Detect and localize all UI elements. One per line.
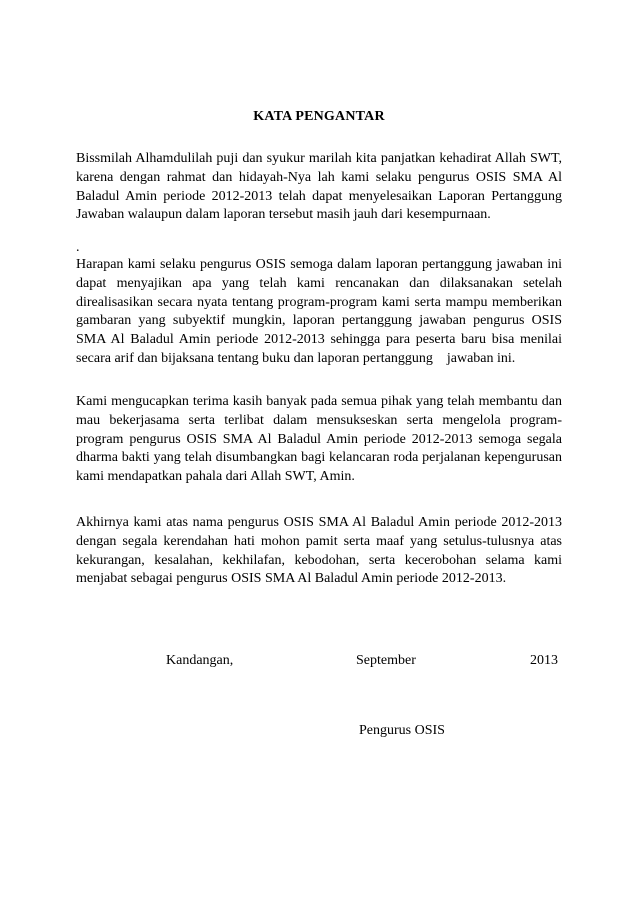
paragraph-2-text: Harapan kami selaku pengurus OSIS semoga dalam laporan pertanggung jawaban ini dapat menyajikan apa yang telah kami rencanakan dan dilaksanakan setelah direalisasikan secara nyata tentang program-program kami serta mampu memberikan gambaran yang subyektif mungkin, laporan pertanggung jawaban pengurus OSIS SMA Al Baladul Amin periode 2012-2013 sehingga para peserta baru bisa menilai secara arif dan bijaksana tentang buku dan laporan pertanggung jawaban ini. (76, 257, 566, 366)
paragraph-1-text: Bissmilah Alhamdulilah puji dan syukur marilah kita panjatkan kehadirat Allah SWT, karena dengan rahmat dan hidayah-Nya lah kami selaku pengurus OSIS SMA Al Baladul Amin periode 2012-2013 telah dapat menyelesaikan Laporan Pertanggung Jawaban walaupun dalam laporan tersebut masih jauh dari kesempurnaan. (76, 151, 562, 223)
signoff-year: 2013 (530, 653, 558, 668)
paragraph-3 (76, 393, 562, 487)
signoff-place: Kandangan, (166, 653, 234, 668)
page-title: KATA PENGANTAR (253, 109, 385, 124)
paragraph-4 (76, 514, 562, 589)
paragraph-3-text: Kami mengucapkan terima kasih banyak pada semua pihak yang telah membantu dan mau bekerjasama serta terlibat dalam mensukseskan serta mengelola program-program pengurus OSIS SMA Al Baladul Amin periode 2012-2013 semoga segala dharma bakti yang telah disumbangkan bagi kelancaran roda perjalanan kepengurusan kami mendapatkan pahala dari Allah SWT, Amin. (76, 394, 562, 485)
separator-dot: . (76, 240, 80, 255)
signer-name: Pengurus OSIS (359, 723, 445, 738)
paragraph-4-text: Akhirnya kami atas nama pengurus OSIS SMA Al Baladul Amin periode 2012-2013 dengan segala kerendahan hati mohon pamit serta maaf yang setulus-tulusnya atas kekurangan, kesalahan, kekhilafan, kebodohan, serta kecerobohan selama kami menjabat sebagai pengurus OSIS SMA Al Baladul Amin periode 2012-2013. (76, 515, 562, 587)
paragraph-2 (76, 256, 566, 369)
paragraph-1 (76, 150, 562, 225)
signoff-month: September (356, 653, 416, 668)
